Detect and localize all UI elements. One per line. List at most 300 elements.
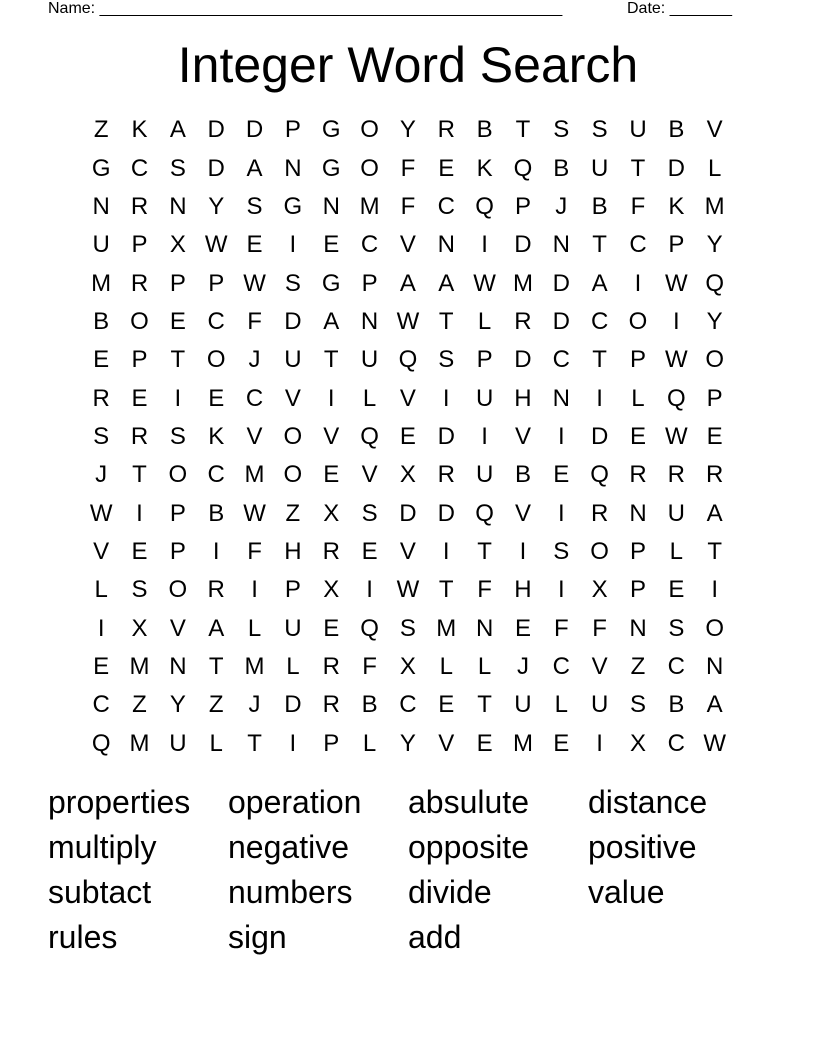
grid-letter[interactable]: U bbox=[590, 154, 609, 182]
grid-letter[interactable]: C bbox=[360, 231, 379, 259]
grid-letter[interactable]: Y bbox=[399, 729, 416, 757]
grid-letter[interactable]: B bbox=[93, 307, 110, 335]
grid-letter[interactable]: Y bbox=[208, 192, 225, 220]
grid-letter[interactable]: L bbox=[362, 384, 377, 412]
grid-letter[interactable]: L bbox=[209, 729, 223, 757]
grid-letter[interactable]: B bbox=[208, 499, 225, 527]
grid-letter[interactable]: F bbox=[400, 154, 416, 182]
grid-letter[interactable]: D bbox=[437, 422, 455, 450]
grid-letter[interactable]: V bbox=[284, 384, 301, 412]
grid-letter[interactable]: V bbox=[514, 499, 531, 527]
grid-letter[interactable]: R bbox=[667, 461, 685, 489]
grid-letter[interactable]: O bbox=[168, 461, 188, 489]
grid-letter[interactable]: L bbox=[707, 154, 722, 182]
grid-letter[interactable]: I bbox=[596, 384, 603, 412]
grid-letter[interactable]: R bbox=[706, 461, 724, 489]
grid-letter[interactable]: B bbox=[361, 691, 378, 719]
word-list-item: numbers bbox=[228, 874, 353, 910]
grid-letter[interactable]: R bbox=[590, 499, 609, 527]
grid-letter[interactable]: R bbox=[322, 652, 340, 680]
grid-letter[interactable]: D bbox=[284, 307, 302, 335]
grid-letter[interactable]: F bbox=[247, 307, 262, 335]
grid-letter[interactable]: Y bbox=[706, 307, 723, 335]
grid-letter[interactable]: U bbox=[475, 461, 494, 489]
grid-letter[interactable]: S bbox=[553, 116, 570, 144]
grid-letter[interactable]: T bbox=[323, 346, 339, 374]
grid-letter[interactable]: F bbox=[553, 614, 569, 642]
grid-letter[interactable]: U bbox=[475, 384, 494, 412]
grid-letter[interactable]: V bbox=[323, 422, 340, 450]
grid-letter[interactable]: Q bbox=[705, 269, 724, 297]
grid-letter[interactable]: W bbox=[396, 307, 420, 335]
grid-letter[interactable]: U bbox=[667, 499, 685, 527]
grid-letter[interactable]: W bbox=[665, 346, 688, 374]
grid-letter[interactable]: C bbox=[667, 729, 685, 757]
grid-letter[interactable]: N bbox=[92, 192, 110, 220]
grid-letter[interactable]: V bbox=[246, 422, 263, 450]
grid-letter[interactable]: D bbox=[284, 691, 302, 719]
grid-letter[interactable]: Q bbox=[360, 614, 379, 642]
grid-letter[interactable]: S bbox=[668, 614, 685, 642]
grid-letter[interactable]: I bbox=[289, 729, 297, 757]
grid-letter[interactable]: H bbox=[514, 384, 532, 412]
grid-letter[interactable]: V bbox=[591, 652, 608, 680]
grid-letter[interactable]: K bbox=[208, 422, 225, 450]
grid-letter[interactable]: H bbox=[514, 576, 532, 604]
grid-letter[interactable]: V bbox=[93, 537, 110, 565]
grid-letter[interactable]: K bbox=[476, 154, 493, 182]
grid-letter[interactable]: P bbox=[706, 384, 723, 412]
grid-letter[interactable]: I bbox=[519, 537, 527, 565]
grid-letter[interactable]: O bbox=[283, 422, 303, 450]
grid-letter[interactable]: A bbox=[246, 154, 263, 182]
grid-letter[interactable]: S bbox=[361, 499, 378, 527]
grid-letter[interactable]: X bbox=[629, 729, 646, 757]
grid-letter[interactable]: E bbox=[131, 384, 148, 412]
grid-letter[interactable]: R bbox=[92, 384, 110, 412]
grid-letter[interactable]: E bbox=[208, 384, 225, 412]
grid-letter[interactable]: L bbox=[669, 537, 683, 565]
grid-letter[interactable]: C bbox=[92, 691, 110, 719]
grid-letter[interactable]: R bbox=[130, 269, 149, 297]
grid-letter[interactable]: G bbox=[91, 154, 111, 182]
grid-letter[interactable]: E bbox=[629, 422, 646, 450]
grid-letter[interactable]: D bbox=[514, 231, 532, 259]
grid-letter[interactable]: C bbox=[130, 154, 149, 182]
grid-letter[interactable]: D bbox=[207, 154, 225, 182]
grid-letter[interactable]: I bbox=[672, 307, 680, 335]
grid-letter[interactable]: E bbox=[514, 614, 531, 642]
grid-letter[interactable]: X bbox=[399, 652, 416, 680]
grid-letter[interactable]: E bbox=[93, 346, 110, 374]
grid-letter[interactable]: P bbox=[476, 346, 493, 374]
grid-letter[interactable]: N bbox=[629, 499, 647, 527]
grid-letter[interactable]: I bbox=[251, 576, 258, 604]
grid-letter[interactable]: S bbox=[629, 691, 646, 719]
grid-letter[interactable]: C bbox=[207, 307, 225, 335]
grid-letter[interactable]: B bbox=[553, 154, 570, 182]
grid-letter[interactable]: X bbox=[323, 499, 340, 527]
grid-letter[interactable]: T bbox=[592, 231, 607, 259]
grid-letter[interactable]: M bbox=[129, 652, 150, 680]
grid-letter[interactable]: Y bbox=[169, 691, 186, 719]
grid-letter[interactable]: U bbox=[284, 346, 302, 374]
grid-letter[interactable]: Q bbox=[475, 499, 494, 527]
grid-letter[interactable]: W bbox=[473, 269, 496, 297]
grid-letter[interactable]: O bbox=[130, 307, 149, 335]
grid-letter[interactable]: V bbox=[399, 384, 416, 412]
grid-letter[interactable]: F bbox=[592, 614, 607, 642]
grid-letter[interactable]: Z bbox=[132, 691, 147, 719]
grid-letter[interactable]: I bbox=[327, 384, 335, 412]
grid-letter[interactable]: G bbox=[321, 154, 341, 182]
grid-letter[interactable]: P bbox=[169, 269, 186, 297]
grid-letter[interactable]: V bbox=[438, 729, 455, 757]
grid-letter[interactable]: U bbox=[284, 614, 302, 642]
grid-letter[interactable]: I bbox=[596, 729, 603, 757]
grid-letter[interactable]: U bbox=[92, 231, 110, 259]
grid-letter[interactable]: Q bbox=[91, 729, 111, 757]
grid-letter[interactable]: J bbox=[555, 192, 568, 220]
grid-letter[interactable]: I bbox=[481, 422, 488, 450]
grid-letter[interactable]: V bbox=[399, 537, 416, 565]
grid-letter[interactable]: Q bbox=[360, 422, 379, 450]
grid-letter[interactable]: S bbox=[169, 422, 186, 450]
grid-letter[interactable]: M bbox=[704, 192, 725, 220]
grid-letter[interactable]: P bbox=[169, 537, 186, 565]
grid-letter[interactable]: X bbox=[399, 461, 416, 489]
grid-letter[interactable]: T bbox=[592, 346, 607, 374]
grid-letter[interactable]: Y bbox=[706, 231, 723, 259]
grid-letter[interactable]: T bbox=[132, 461, 147, 489]
grid-letter[interactable]: G bbox=[321, 116, 341, 144]
grid-letter[interactable]: M bbox=[129, 729, 150, 757]
grid-letter[interactable]: E bbox=[476, 729, 493, 757]
grid-letter[interactable]: A bbox=[706, 691, 723, 719]
grid-letter[interactable]: L bbox=[94, 576, 108, 604]
grid-letter[interactable]: D bbox=[552, 269, 570, 297]
grid-letter[interactable]: E bbox=[93, 652, 110, 680]
grid-letter[interactable]: E bbox=[169, 307, 186, 335]
grid-letter[interactable]: S bbox=[246, 192, 263, 220]
grid-letter[interactable]: S bbox=[131, 576, 148, 604]
grid-letter[interactable]: Q bbox=[513, 154, 533, 182]
grid-letter[interactable]: N bbox=[169, 652, 187, 680]
grid-letter[interactable]: W bbox=[89, 499, 113, 527]
grid-letter[interactable]: S bbox=[284, 269, 301, 297]
grid-letter[interactable]: A bbox=[208, 614, 225, 642]
grid-letter[interactable]: S bbox=[93, 422, 110, 450]
grid-letter[interactable]: R bbox=[322, 691, 340, 719]
grid-letter[interactable]: W bbox=[204, 231, 228, 259]
grid-letter[interactable]: T bbox=[438, 307, 454, 335]
word-list-item: subtact bbox=[48, 874, 152, 910]
grid-letter[interactable]: A bbox=[706, 499, 723, 527]
grid-letter[interactable]: O bbox=[590, 537, 609, 565]
grid-letter[interactable]: N bbox=[475, 614, 494, 642]
grid-letter[interactable]: T bbox=[208, 652, 224, 680]
grid-letter[interactable]: E bbox=[246, 231, 263, 259]
grid-letter[interactable]: M bbox=[359, 192, 380, 220]
grid-letter[interactable]: P bbox=[323, 729, 340, 757]
grid-letter[interactable]: J bbox=[248, 691, 261, 719]
grid-letter[interactable]: R bbox=[514, 307, 532, 335]
grid-letter[interactable]: P bbox=[208, 269, 225, 297]
grid-letter[interactable]: B bbox=[476, 116, 493, 144]
grid-letter[interactable]: N bbox=[360, 307, 379, 335]
grid-letter[interactable]: O bbox=[168, 576, 188, 604]
grid-letter[interactable]: V bbox=[399, 231, 416, 259]
grid-letter[interactable]: D bbox=[245, 116, 264, 144]
grid-letter[interactable]: S bbox=[438, 346, 455, 374]
grid-letter[interactable]: M bbox=[244, 652, 265, 680]
grid-letter[interactable]: V bbox=[361, 461, 378, 489]
grid-letter[interactable]: T bbox=[477, 537, 492, 565]
grid-letter[interactable]: E bbox=[668, 576, 685, 604]
grid-letter[interactable]: R bbox=[130, 192, 149, 220]
grid-letter[interactable]: C bbox=[590, 307, 609, 335]
word-list-item: operation bbox=[228, 784, 362, 820]
grid-letter[interactable]: T bbox=[707, 537, 722, 565]
grid-letter[interactable]: W bbox=[665, 269, 688, 297]
grid-letter[interactable]: O bbox=[705, 614, 724, 642]
grid-letter[interactable]: M bbox=[244, 461, 265, 489]
grid-letter[interactable]: W bbox=[243, 269, 266, 297]
grid-letter[interactable]: E bbox=[131, 537, 148, 565]
grid-letter[interactable]: L bbox=[477, 652, 492, 680]
grid-letter[interactable]: T bbox=[247, 729, 262, 757]
grid-letter[interactable]: Z bbox=[208, 691, 224, 719]
grid-letter[interactable]: Q bbox=[590, 461, 609, 489]
grid-letter[interactable]: F bbox=[477, 576, 492, 604]
grid-letter[interactable]: D bbox=[667, 154, 685, 182]
name-field-label[interactable]: Name: ____________________________________________________ bbox=[48, 0, 563, 17]
grid-letter[interactable]: U bbox=[590, 691, 609, 719]
grid-letter[interactable]: C bbox=[245, 384, 264, 412]
grid-letter[interactable]: P bbox=[131, 231, 148, 259]
grid-letter[interactable]: V bbox=[514, 422, 531, 450]
grid-letter[interactable]: S bbox=[399, 614, 416, 642]
grid-letter[interactable]: S bbox=[591, 116, 608, 144]
grid-letter[interactable]: O bbox=[360, 154, 379, 182]
grid-letter[interactable]: A bbox=[323, 307, 340, 335]
grid-letter[interactable]: L bbox=[477, 307, 492, 335]
grid-letter[interactable]: M bbox=[436, 614, 457, 642]
grid-letter[interactable]: L bbox=[631, 384, 645, 412]
date-field-label[interactable]: Date: _______ bbox=[627, 0, 732, 17]
grid-letter[interactable]: Z bbox=[93, 116, 109, 144]
grid-letter[interactable]: T bbox=[630, 154, 646, 182]
grid-letter[interactable]: U bbox=[514, 691, 532, 719]
grid-letter[interactable]: I bbox=[481, 231, 488, 259]
grid-letter[interactable]: E bbox=[438, 154, 455, 182]
grid-letter[interactable]: Q bbox=[475, 192, 494, 220]
grid-letter[interactable]: E bbox=[553, 461, 570, 489]
grid-letter[interactable]: L bbox=[286, 652, 300, 680]
word-list-item: value bbox=[588, 874, 665, 910]
grid-letter[interactable]: O bbox=[206, 346, 226, 374]
grid-letter[interactable]: C bbox=[667, 652, 685, 680]
grid-letter[interactable]: V bbox=[169, 614, 186, 642]
grid-letter[interactable]: S bbox=[553, 537, 570, 565]
grid-letter[interactable]: W bbox=[665, 422, 688, 450]
grid-letter[interactable]: C bbox=[629, 231, 647, 259]
grid-letter[interactable]: C bbox=[399, 691, 417, 719]
grid-letter[interactable]: H bbox=[284, 537, 302, 565]
grid-letter[interactable]: C bbox=[437, 192, 455, 220]
grid-letter[interactable]: R bbox=[207, 576, 225, 604]
grid-letter[interactable]: C bbox=[552, 346, 570, 374]
grid-letter[interactable]: N bbox=[169, 192, 187, 220]
grid-letter[interactable]: O bbox=[283, 461, 303, 489]
grid-letter[interactable]: L bbox=[439, 652, 453, 680]
grid-letter[interactable]: D bbox=[437, 499, 455, 527]
grid-letter[interactable]: E bbox=[399, 422, 416, 450]
grid-letter[interactable]: L bbox=[247, 614, 262, 642]
grid-letter[interactable]: W bbox=[243, 499, 266, 527]
grid-letter[interactable]: I bbox=[557, 499, 565, 527]
grid-letter[interactable]: B bbox=[668, 691, 685, 719]
grid-letter[interactable]: N bbox=[437, 231, 455, 259]
grid-letter[interactable]: J bbox=[516, 652, 529, 680]
grid-letter[interactable]: Q bbox=[666, 384, 686, 412]
grid-letter[interactable]: M bbox=[512, 269, 533, 297]
grid-letter[interactable]: I bbox=[212, 537, 220, 565]
grid-letter[interactable]: I bbox=[289, 231, 297, 259]
grid-letter[interactable]: U bbox=[169, 729, 187, 757]
grid-letter[interactable]: P bbox=[284, 116, 301, 144]
grid-letter[interactable]: X bbox=[323, 576, 340, 604]
grid-letter[interactable]: W bbox=[703, 729, 726, 757]
grid-letter[interactable]: J bbox=[95, 461, 108, 489]
grid-letter[interactable]: I bbox=[442, 537, 450, 565]
grid-letter[interactable]: J bbox=[248, 346, 261, 374]
grid-letter[interactable]: P bbox=[514, 192, 531, 220]
grid-letter[interactable]: T bbox=[477, 691, 492, 719]
grid-letter[interactable]: Q bbox=[398, 346, 418, 374]
grid-letter[interactable]: B bbox=[514, 461, 531, 489]
grid-letter[interactable]: I bbox=[557, 576, 565, 604]
grid-letter[interactable]: D bbox=[207, 116, 225, 144]
grid-letter[interactable]: O bbox=[705, 346, 724, 374]
grid-letter[interactable]: A bbox=[438, 269, 455, 297]
grid-letter[interactable]: P bbox=[169, 499, 186, 527]
word-list-item: negative bbox=[228, 829, 349, 865]
grid-letter[interactable]: N bbox=[284, 154, 302, 182]
grid-letter[interactable]: E bbox=[706, 422, 723, 450]
grid-letter[interactable]: K bbox=[668, 192, 685, 220]
word-list-item: divide bbox=[408, 874, 492, 910]
grid-letter[interactable]: I bbox=[711, 576, 718, 604]
grid-letter[interactable]: R bbox=[437, 461, 455, 489]
grid-letter[interactable]: U bbox=[360, 346, 379, 374]
grid-letter[interactable]: T bbox=[515, 116, 531, 144]
grid-letter[interactable]: M bbox=[512, 729, 533, 757]
grid-letter[interactable]: I bbox=[557, 422, 565, 450]
grid-letter[interactable]: E bbox=[323, 614, 340, 642]
grid-letter[interactable]: P bbox=[361, 269, 378, 297]
grid-letter[interactable]: U bbox=[629, 116, 647, 144]
grid-letter[interactable]: R bbox=[629, 461, 647, 489]
grid-letter[interactable]: C bbox=[552, 652, 570, 680]
grid-letter[interactable]: I bbox=[634, 269, 642, 297]
word-list-item: add bbox=[408, 919, 462, 955]
grid-letter[interactable]: S bbox=[169, 154, 186, 182]
letter-grid bbox=[82, 111, 734, 763]
grid-letter[interactable]: F bbox=[630, 192, 646, 220]
grid-letter[interactable]: I bbox=[136, 499, 143, 527]
grid-letter[interactable]: O bbox=[360, 116, 379, 144]
grid-letter[interactable]: D bbox=[399, 499, 417, 527]
grid-letter[interactable]: P bbox=[284, 576, 301, 604]
grid-letter[interactable]: G bbox=[283, 192, 303, 220]
grid-letter[interactable]: R bbox=[437, 116, 455, 144]
grid-letter[interactable]: Y bbox=[399, 116, 416, 144]
grid-letter[interactable]: X bbox=[591, 576, 608, 604]
grid-letter[interactable]: R bbox=[322, 537, 340, 565]
grid-letter[interactable]: G bbox=[321, 269, 341, 297]
grid-letter[interactable]: T bbox=[170, 346, 186, 374]
grid-letter[interactable]: D bbox=[552, 307, 570, 335]
grid-letter[interactable]: P bbox=[629, 346, 646, 374]
grid-letter[interactable]: F bbox=[362, 652, 377, 680]
grid-letter[interactable]: B bbox=[591, 192, 608, 220]
grid-letter[interactable]: P bbox=[668, 231, 685, 259]
grid-letter[interactable]: K bbox=[131, 116, 148, 144]
grid-letter[interactable]: E bbox=[438, 691, 455, 719]
grid-letter[interactable]: E bbox=[361, 537, 378, 565]
grid-letter[interactable]: I bbox=[97, 614, 105, 642]
grid-letter[interactable]: R bbox=[130, 422, 149, 450]
grid-letter[interactable]: X bbox=[131, 614, 148, 642]
grid-letter[interactable]: V bbox=[706, 116, 723, 144]
grid-letter[interactable]: A bbox=[591, 269, 608, 297]
grid-letter[interactable]: D bbox=[514, 346, 532, 374]
grid-letter[interactable]: W bbox=[396, 576, 420, 604]
grid-letter[interactable]: T bbox=[438, 576, 454, 604]
grid-letter[interactable]: M bbox=[91, 269, 112, 297]
grid-letter[interactable]: E bbox=[553, 729, 570, 757]
grid-letter[interactable]: A bbox=[399, 269, 416, 297]
grid-letter[interactable]: P bbox=[629, 537, 646, 565]
grid-letter[interactable]: N bbox=[629, 614, 647, 642]
grid-letter[interactable]: N bbox=[706, 652, 724, 680]
grid-letter[interactable]: L bbox=[554, 691, 568, 719]
grid-letter[interactable]: X bbox=[169, 231, 186, 259]
grid-letter[interactable]: I bbox=[366, 576, 373, 604]
grid-letter[interactable]: A bbox=[169, 116, 186, 144]
grid-letter[interactable]: Z bbox=[630, 652, 646, 680]
grid-letter[interactable]: B bbox=[668, 116, 685, 144]
grid-letter[interactable]: P bbox=[131, 346, 148, 374]
grid-letter[interactable]: N bbox=[552, 384, 570, 412]
grid-letter[interactable]: E bbox=[323, 461, 340, 489]
word-list-item: absulute bbox=[408, 784, 529, 820]
grid-letter[interactable]: N bbox=[322, 192, 340, 220]
grid-letter[interactable]: O bbox=[628, 307, 648, 335]
grid-letter[interactable]: E bbox=[323, 231, 340, 259]
grid-letter[interactable]: Z bbox=[285, 499, 301, 527]
grid-letter[interactable]: C bbox=[207, 461, 225, 489]
grid-letter[interactable]: I bbox=[174, 384, 182, 412]
grid-letter[interactable]: F bbox=[247, 537, 262, 565]
grid-letter[interactable]: D bbox=[590, 422, 609, 450]
grid-letter[interactable]: P bbox=[629, 576, 646, 604]
grid-letter[interactable]: I bbox=[442, 384, 450, 412]
grid-letter[interactable]: L bbox=[362, 729, 377, 757]
grid-letter[interactable]: N bbox=[552, 231, 570, 259]
grid-letter[interactable]: F bbox=[400, 192, 416, 220]
